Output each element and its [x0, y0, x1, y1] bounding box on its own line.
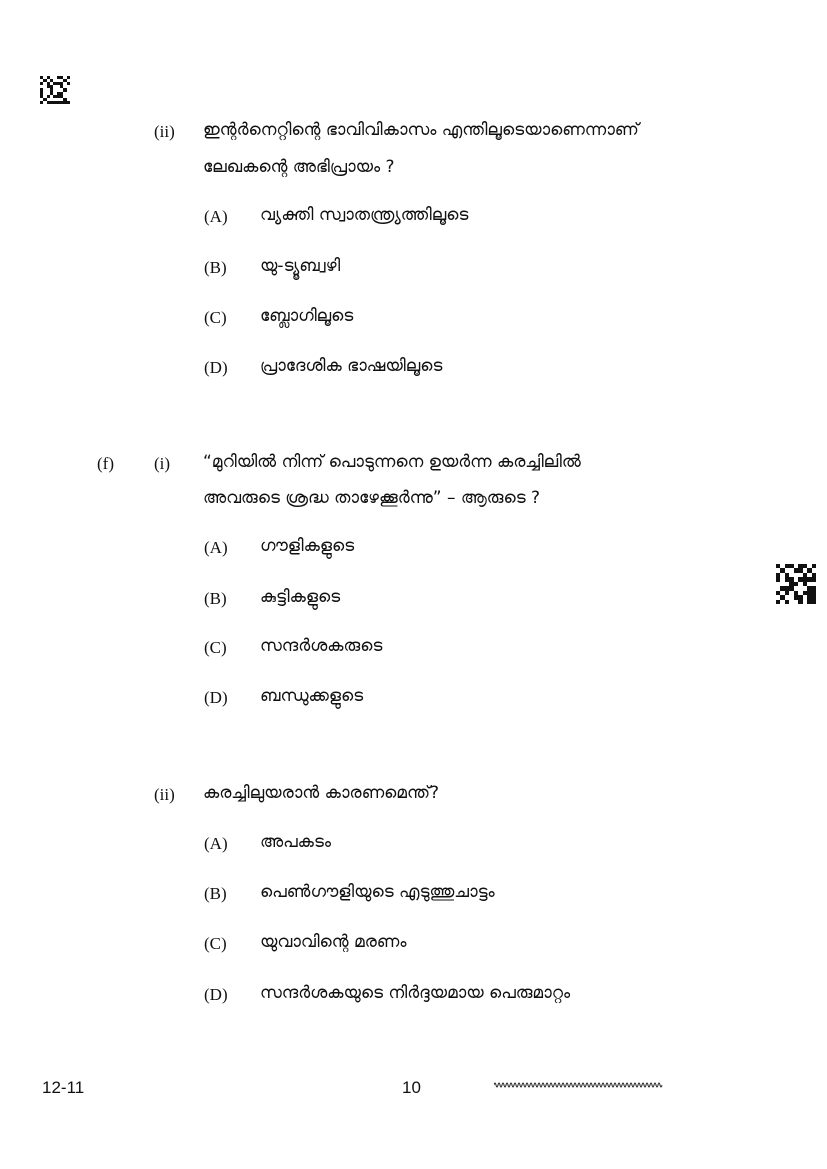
question-text-line2: ലേഖകന്റെ അഭിപ്രായം ?: [203, 157, 395, 177]
option-label: (D): [204, 358, 228, 377]
qr-code-right: [776, 564, 816, 604]
option-text: പെൺഗൗളിയുടെ എടുത്തുചാട്ടം: [260, 882, 495, 902]
option-label: (C): [204, 934, 227, 953]
option-text: സന്ദർശകയുടെ നിർദ്ദയമായ പെരുമാറ്റം: [260, 983, 571, 1003]
question-number: (ii): [154, 122, 175, 141]
option-text: സന്ദർശകരുടെ: [260, 636, 383, 656]
option-label: (C): [204, 638, 227, 657]
question-text-line1: “മുറിയിൽ നിന്ന് പൊടുന്നനെ ഉയർന്ന കരച്ചിലിൽ: [203, 452, 581, 472]
page-number: 10: [402, 1078, 421, 1097]
qr-code-top-left: [40, 76, 70, 104]
option-label: (D): [204, 985, 228, 1004]
option-text: യു-ട്യൂബ്വഴി: [260, 256, 341, 276]
option-text: ബന്ധുക്കളുടെ: [260, 686, 364, 706]
question-text-line2: അവരുടെ ശ്രദ്ധ താഴേക്കൂർന്നു” – ആരുടെ ?: [203, 488, 541, 508]
option-label: (B): [204, 884, 227, 903]
option-text: വ്യക്തി സ്വാതന്ത്ര്യത്തിലൂടെ: [260, 205, 469, 225]
option-label: (A): [204, 834, 228, 853]
option-text: യുവാവിന്റെ മരണം: [260, 932, 407, 952]
option-text: ഗൗളികളുടെ: [260, 536, 355, 556]
option-text: ബ്ലോഗിലൂടെ: [260, 306, 354, 326]
question-text-line1: കരച്ചിലുയരാൻ കാരണമെന്ത്?: [203, 783, 440, 803]
option-label: (A): [204, 538, 228, 557]
option-label: (D): [204, 688, 228, 707]
question-number: (i): [154, 454, 171, 473]
option-label: (B): [204, 258, 227, 277]
option-text: കുട്ടികളുടെ: [260, 587, 341, 607]
question-text-line1: ഇന്റർനെറ്റിന്റെ ഭാവിവികാസം എന്തിലൂടെയാണെന്നാണ്: [203, 120, 639, 140]
paper-code: 12-11: [42, 1078, 85, 1097]
option-label: (C): [204, 308, 227, 327]
question-number: (ii): [154, 785, 175, 804]
option-text: അപകടം: [260, 832, 332, 852]
section-label: (f): [97, 454, 114, 473]
option-label: (A): [204, 207, 228, 226]
option-text: പ്രാദേശിക ഭാഷയിലൂടെ: [260, 356, 443, 376]
option-label: (B): [204, 589, 227, 608]
wavy-line-decoration: [494, 1078, 664, 1092]
